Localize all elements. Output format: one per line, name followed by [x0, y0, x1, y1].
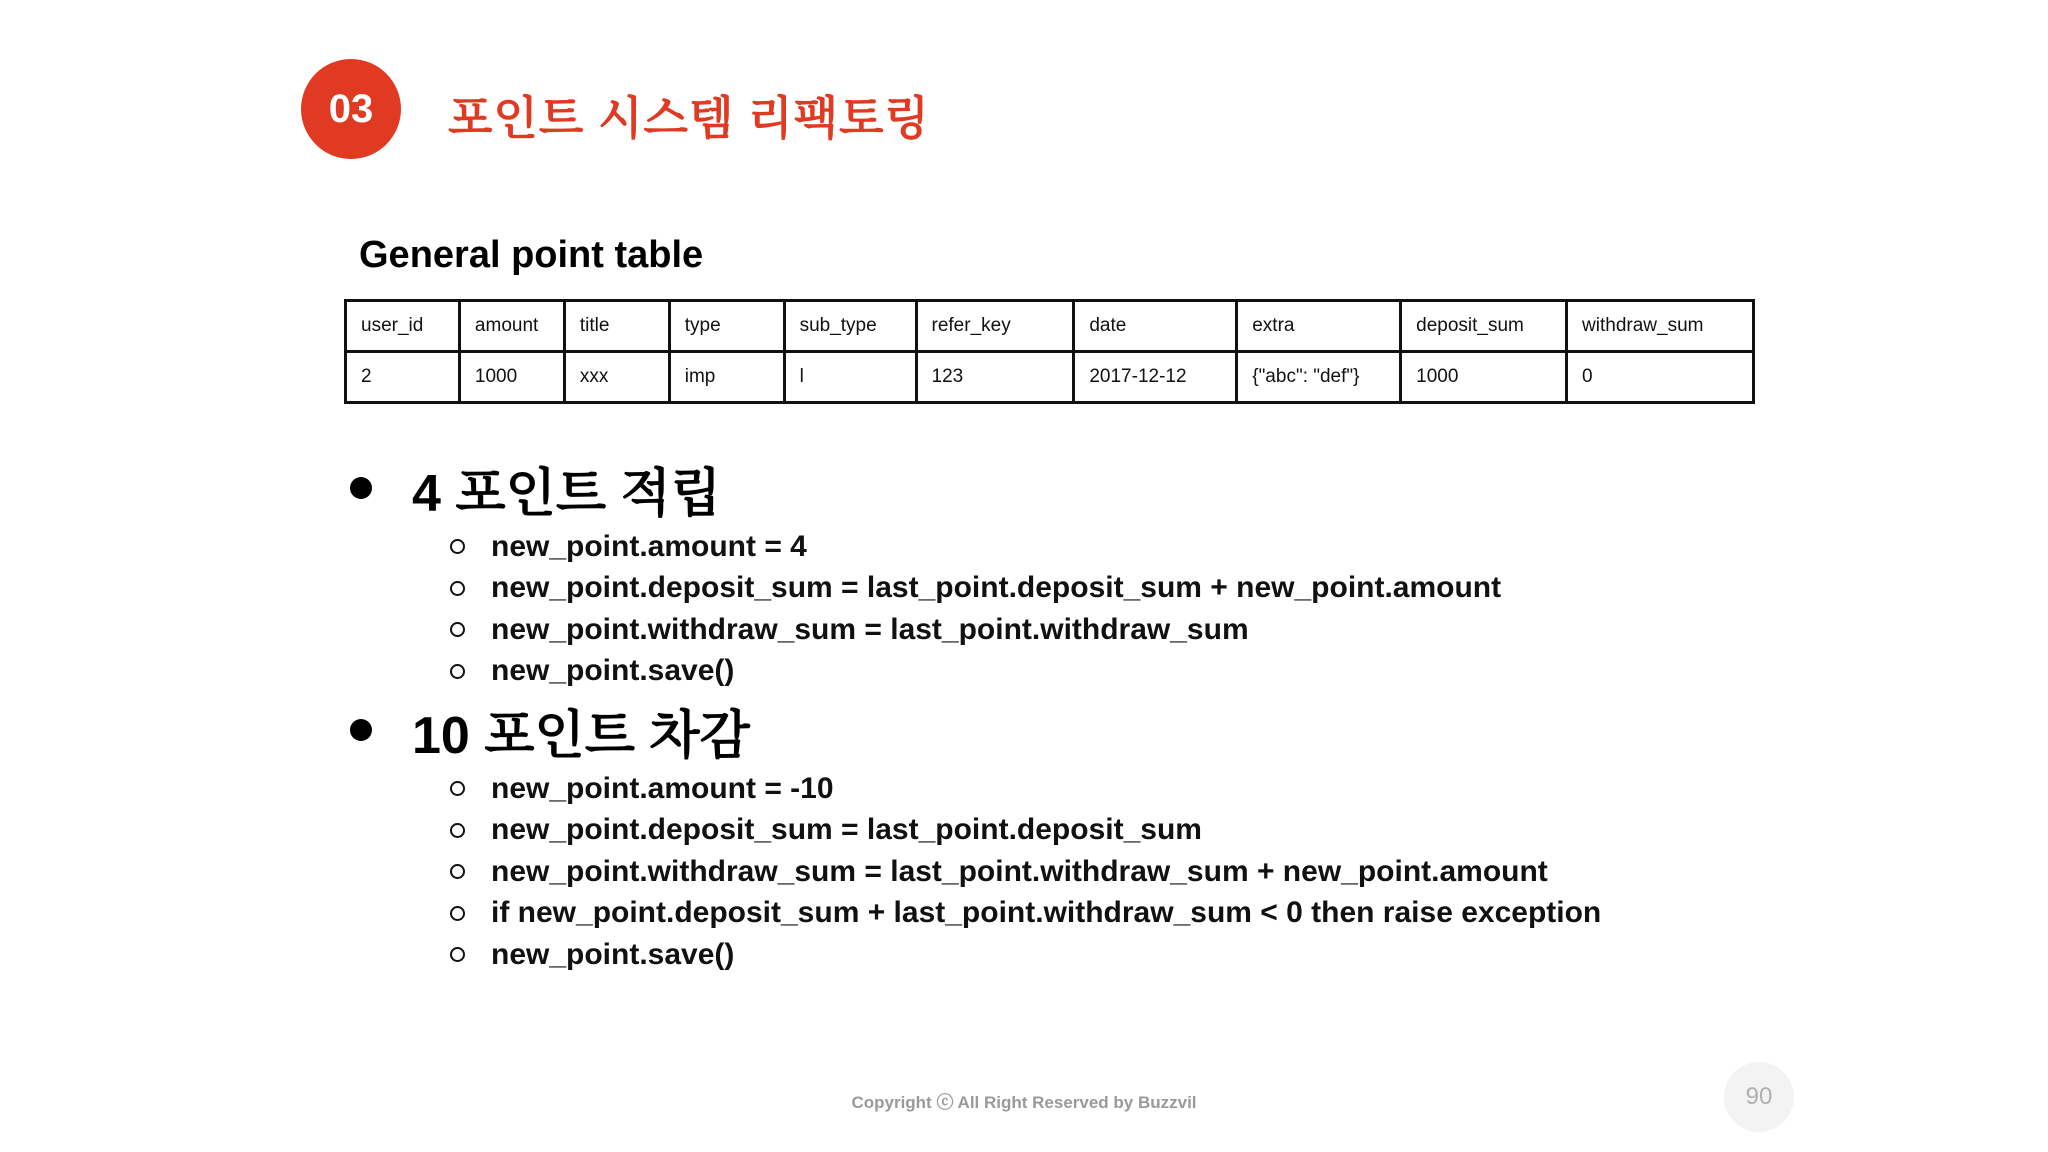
- table-cell: l: [784, 352, 916, 403]
- list-item-text: new_point.amount = -10: [491, 771, 834, 805]
- bullet-circle-icon: [450, 622, 465, 637]
- bullet-circle-icon: [450, 823, 465, 838]
- list-item-text: new_point.withdraw_sum = last_point.withdraw_sum: [491, 612, 1249, 646]
- section-heading-text: 10 포인트 차감: [412, 706, 750, 765]
- list-item-text: new_point.amount = 4: [491, 529, 807, 563]
- list-item-text: new_point.deposit_sum = last_point.deposit_sum + new_point.amount: [491, 571, 1502, 605]
- header-cell: sub_type: [784, 301, 916, 352]
- table-cell: 0: [1567, 352, 1754, 403]
- table-cell: 2017-12-12: [1074, 352, 1237, 403]
- header-cell: deposit_sum: [1401, 301, 1567, 352]
- list-item-text: if new_point.deposit_sum + last_point.withdraw_sum < 0 then raise exception: [491, 896, 1602, 930]
- list-item-text: new_point.withdraw_sum = last_point.withdraw_sum + new_point.amount: [491, 854, 1548, 888]
- bullet-circle-icon: [450, 864, 465, 879]
- page-number: 90: [1745, 1083, 1773, 1110]
- header-cell: user_id: [346, 301, 460, 352]
- list-item: [340, 893, 1840, 935]
- header-cell: type: [669, 301, 784, 352]
- bullet-circle-icon: [450, 906, 465, 921]
- header-cell: extra: [1237, 301, 1401, 352]
- header-cell: amount: [459, 301, 564, 352]
- bullet-circle-icon: [450, 947, 465, 962]
- table-cell: xxx: [564, 352, 669, 403]
- table-header-row: [346, 301, 1754, 352]
- list-item: [340, 768, 1840, 810]
- section-heading-text: 4 포인트 적립: [412, 464, 721, 523]
- bullet-dot-icon: [350, 477, 372, 499]
- table-cell: {"abc": "def"}: [1237, 352, 1401, 403]
- bullet-circle-icon: [450, 664, 465, 679]
- table-cell: 1000: [1401, 352, 1567, 403]
- bullet-circle-icon: [450, 581, 465, 596]
- header-cell: withdraw_sum: [1567, 301, 1754, 352]
- table-cell: 1000: [459, 352, 564, 403]
- table-cell: 2: [346, 352, 460, 403]
- section-number-badge: [301, 59, 401, 159]
- table-cell: imp: [669, 352, 784, 403]
- header-cell: refer_key: [916, 301, 1074, 352]
- bullet-dot-icon: [350, 719, 372, 741]
- list-item: [340, 651, 1840, 693]
- list-item-text: new_point.save(): [491, 937, 735, 971]
- table-title: General point table: [359, 234, 704, 276]
- table-row: [346, 352, 1754, 403]
- list-item: [340, 810, 1840, 852]
- section-heading-withdraw: [340, 692, 1840, 768]
- point-table: [344, 299, 1755, 404]
- slide-title: 포인트 시스템 리팩토링: [448, 92, 930, 144]
- list-item: [340, 934, 1840, 976]
- list-item: [340, 609, 1840, 651]
- bullet-circle-icon: [450, 539, 465, 554]
- list-item-text: new_point.deposit_sum = last_point.deposit_sum: [491, 813, 1202, 847]
- list-item: [340, 851, 1840, 893]
- section-heading-deposit: [340, 450, 1840, 526]
- section-number: 03: [328, 86, 374, 131]
- header-cell: title: [564, 301, 669, 352]
- list-item: [340, 568, 1840, 610]
- table-cell: 123: [916, 352, 1074, 403]
- bullet-circle-icon: [450, 781, 465, 796]
- header-cell: date: [1074, 301, 1237, 352]
- list-item: [340, 526, 1840, 568]
- page-number-badge: [1724, 1062, 1794, 1132]
- copyright-footer: Copyright ⓒ All Right Reserved by Buzzvil: [851, 1093, 1197, 1112]
- bullet-list: [340, 450, 1840, 976]
- list-item-text: new_point.save(): [491, 654, 735, 688]
